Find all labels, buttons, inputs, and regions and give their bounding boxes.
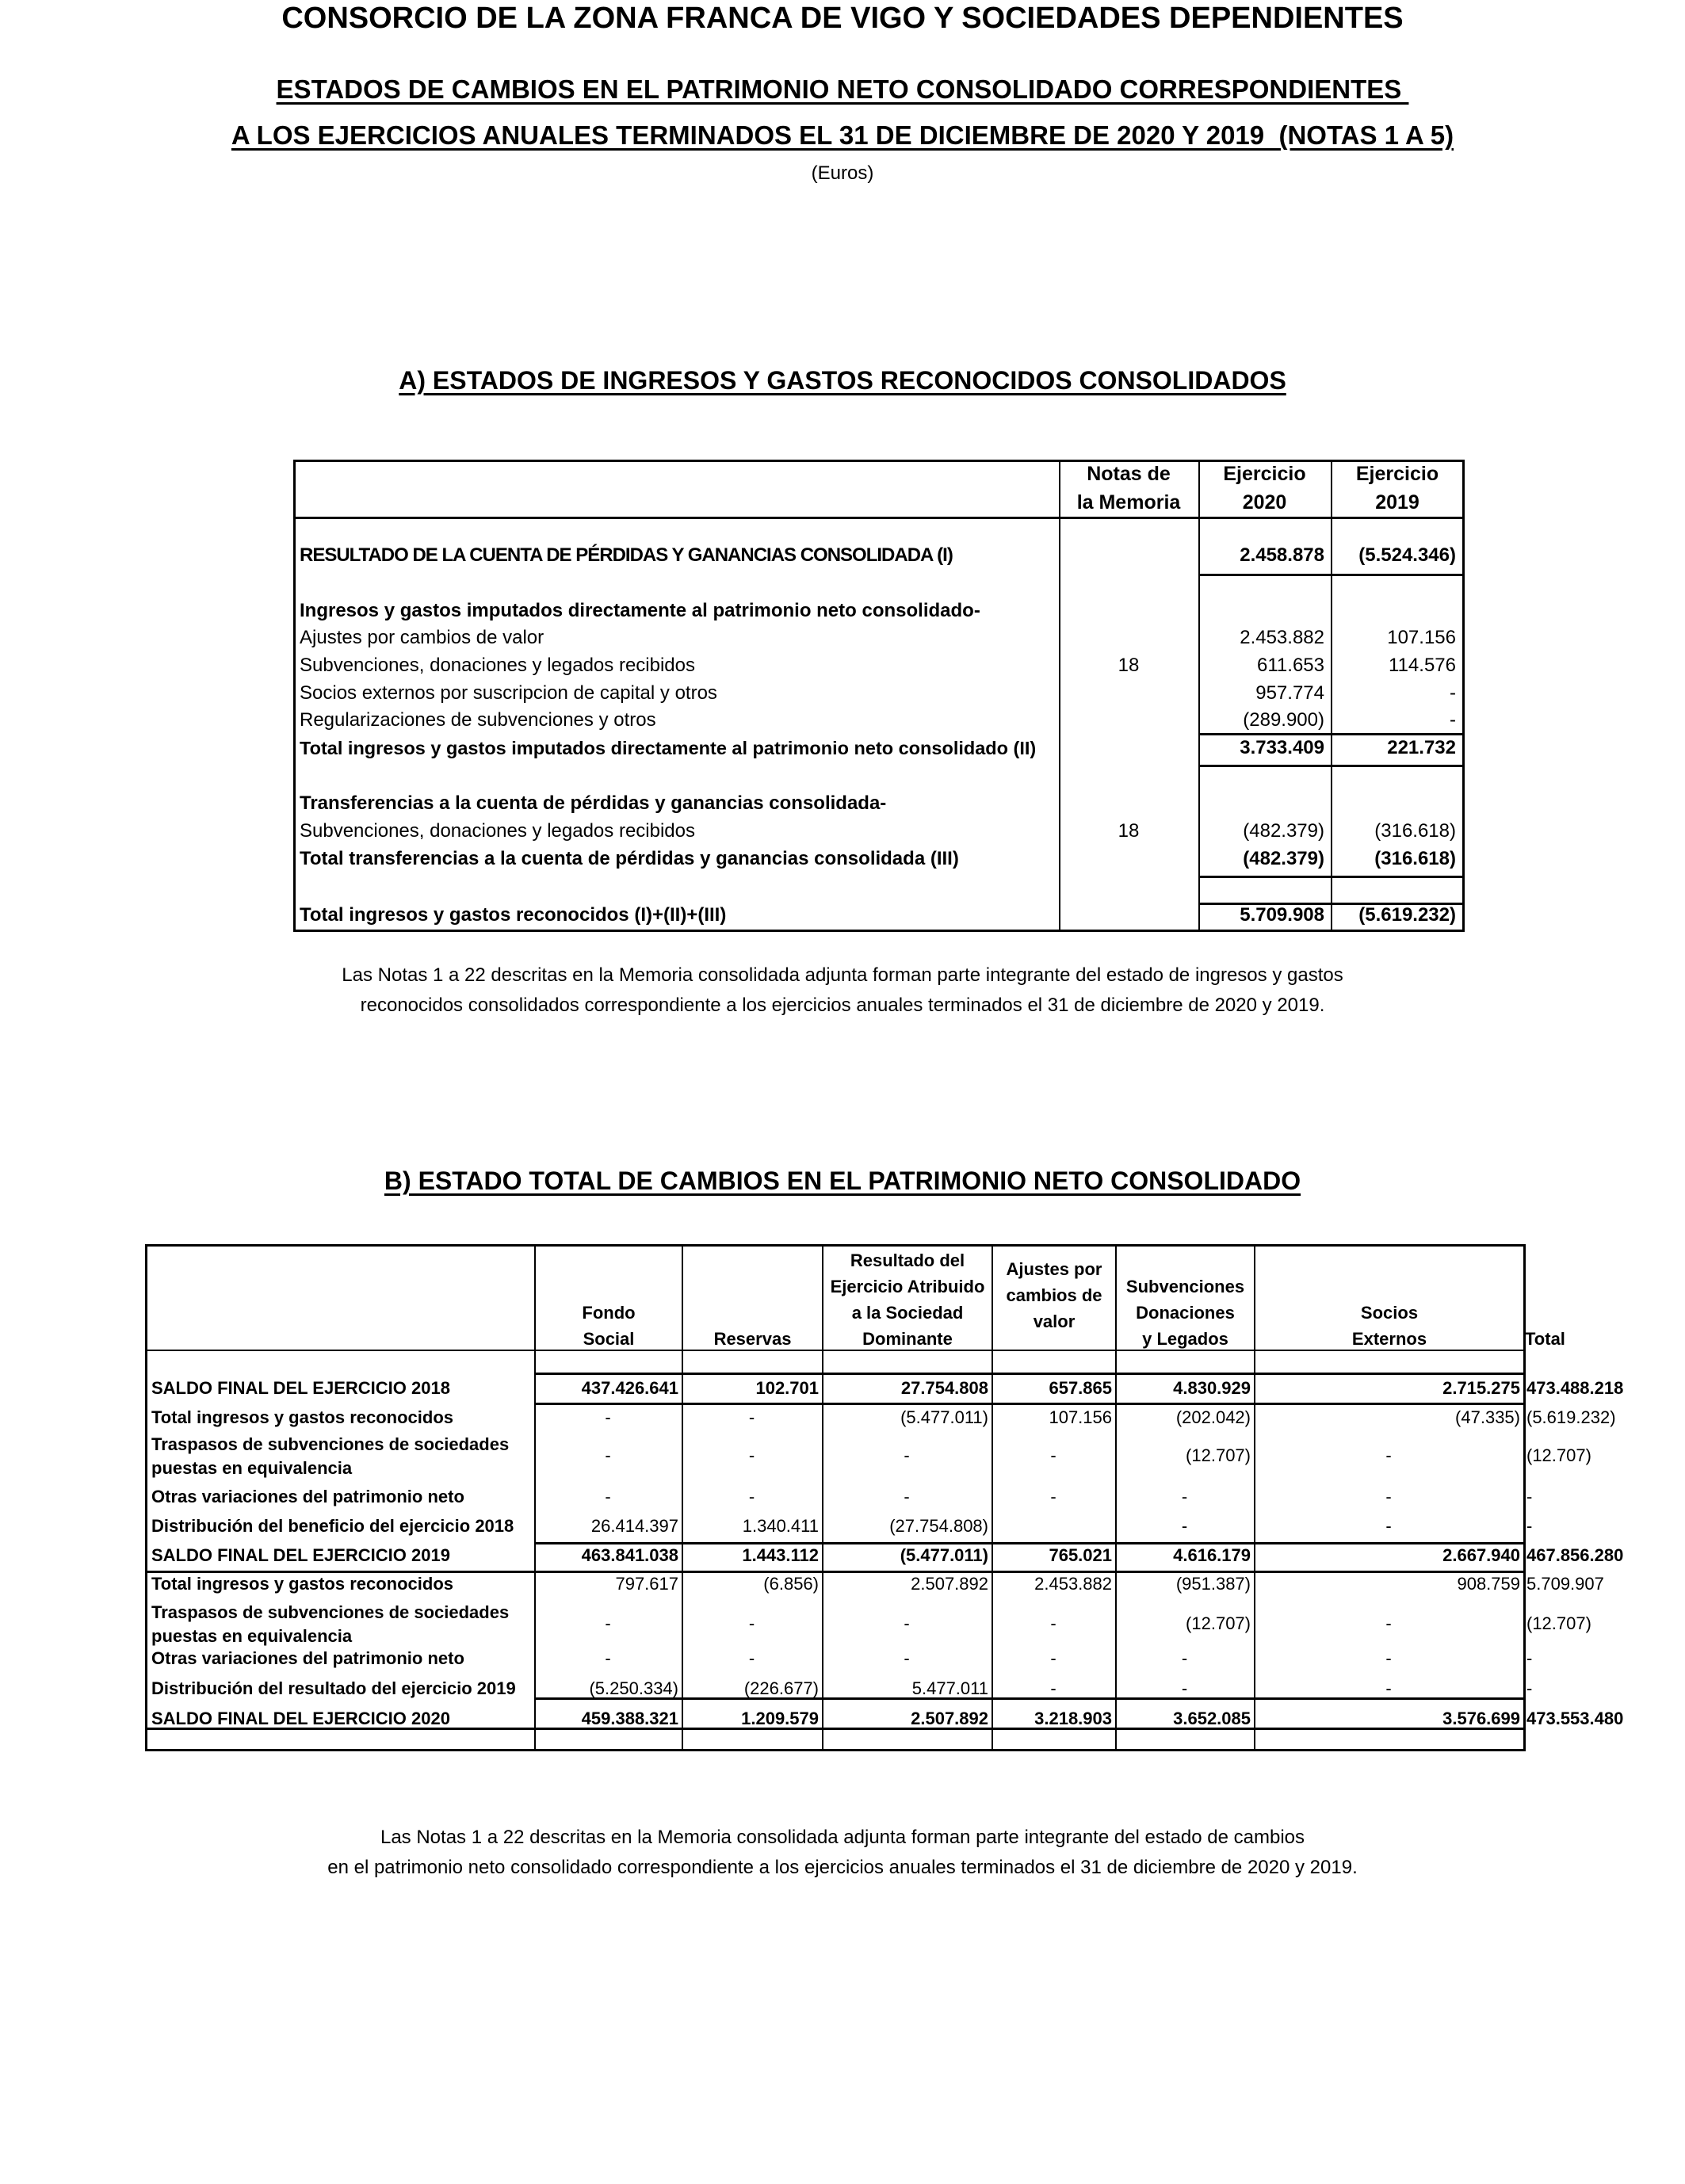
table-cell-total: (5.619.232) [1526,1407,1616,1427]
table-cell-total: - [1526,1487,1533,1506]
table-cell-subvenciones: - [1181,1678,1188,1698]
table-cell-socios-externos: - [1385,1613,1392,1633]
table-cell-fondo-social: 797.617 [615,1574,678,1594]
table-cell-2019: - [1450,682,1456,704]
table-cell-2020: (482.379) [1243,848,1324,869]
table-a-rule [1198,765,1465,767]
section-a-title [0,366,1685,395]
table-cell-reservas: 1.340.411 [742,1516,819,1536]
income-expense-table [293,460,1465,932]
table-row-label: SALDO FINAL DEL EJERCICIO 2018 [151,1378,450,1398]
table-b-rule [534,1403,1523,1405]
table-cell-reservas: - [748,1445,755,1465]
table-cell-reservas: - [748,1613,755,1633]
table-cell-2020: 2.458.878 [1240,544,1324,566]
table-cell-subvenciones: (12.707) [1186,1445,1251,1465]
table-cell-fondo-social: - [605,1613,611,1633]
table-cell-ajustes-valor: 2.453.882 [1034,1574,1112,1594]
table-cell-resultado-atribuido: (27.754.808) [889,1516,988,1536]
table-cell-socios-externos: 908.759 [1457,1574,1520,1594]
table-cell-subvenciones: (12.707) [1186,1613,1251,1633]
table-cell-resultado-atribuido: 5.477.011 [911,1678,988,1698]
table-cell-socios-externos: (47.335) [1455,1407,1520,1427]
table-cell-fondo-social: - [605,1445,611,1465]
column-header-socios-externos [1255,1247,1523,1355]
header-notes-line1: Notas de [1087,463,1171,485]
table-row-label: Total ingresos y gastos imputados directamente al patrimonio neto consolidado (II) [300,738,1037,758]
table-cell-resultado-atribuido: - [904,1445,910,1465]
table-cell-2019: 221.732 [1387,737,1456,758]
table-cell-subvenciones: (202.042) [1175,1407,1251,1427]
table-cell-2020: 611.653 [1257,655,1324,676]
table-b-rule [147,1728,1523,1730]
column-header-text: Ajustes por cambios de valor [1006,1259,1102,1331]
table-cell-socios-externos: 2.715.275 [1442,1378,1520,1398]
column-header-text: Total [1525,1329,1565,1349]
table-cell-socios-externos: - [1385,1678,1392,1698]
column-header-text: Fondo Social [582,1303,636,1349]
table-cell-reservas: (6.856) [763,1574,819,1594]
section-b-footnote-line1: Las Notas 1 a 22 descritas en la Memoria consolidada adjunta forman parte integrante del estado de cambios [380,1827,1305,1848]
table-b-rule [534,1373,1523,1375]
table-cell-reservas: - [748,1407,755,1427]
table-cell-ajustes-valor: 107.156 [1049,1407,1112,1427]
table-a-divider [1059,462,1060,930]
table-cell-total: 5.709.907 [1526,1574,1604,1594]
section-b-title [0,1166,1685,1196]
table-cell-2020: 957.774 [1255,682,1324,704]
table-cell-resultado-atribuido: (5.477.011) [900,1407,988,1427]
header-2019-line1: Ejercicio [1355,463,1439,485]
table-cell-total: (12.707) [1526,1613,1591,1633]
column-header-fondo-social [536,1247,682,1355]
document-subtitle-line1 [0,74,1685,105]
table-cell-subvenciones: - [1181,1487,1188,1506]
table-cell-subvenciones: 3.652.085 [1173,1709,1251,1728]
table-row-label: RESULTADO DE LA CUENTA DE PÉRDIDAS Y GANANCIAS CONSOLIDADA (I) [300,544,953,566]
table-cell-ajustes-valor: - [1050,1648,1056,1668]
section-b-footnote-line2: en el patrimonio neto consolidado correspondiente a los ejercicios anuales terminados el 31 de diciembre de 2020 y 2019. [327,1857,1358,1878]
section-a-footnote-line2: reconocidos consolidados correspondiente a los ejercicios anuales terminados el 31 de diciembre de 2020 y 2019. [360,995,1325,1016]
table-cell-total: - [1526,1678,1533,1698]
table-cell-resultado-atribuido: (5.477.011) [900,1545,988,1565]
header-notes-line2: la Memoria [1076,491,1181,514]
table-cell-subvenciones: - [1181,1648,1188,1668]
table-cell-fondo-social: - [605,1407,611,1427]
table-cell-socios-externos: 3.576.699 [1442,1709,1520,1728]
table-cell-ajustes-valor: - [1050,1487,1056,1506]
table-row-label: Transferencias a la cuenta de pérdidas y ganancias consolidada- [300,792,887,814]
table-cell-ajustes-valor: - [1050,1613,1056,1633]
table-a-rule [1198,574,1465,576]
table-row-label: SALDO FINAL DEL EJERCICIO 2020 [151,1709,450,1728]
table-b-rule [534,1697,1523,1700]
table-cell-resultado-atribuido: - [904,1487,910,1506]
table-cell-fondo-social: (5.250.334) [589,1678,678,1698]
table-cell-resultado-atribuido: - [904,1613,910,1633]
table-row-label: Distribución del beneficio del ejercicio 2018 [151,1516,514,1536]
table-row-label: Traspasos de subvenciones de sociedades puestas en equivalencia [151,1434,510,1478]
table-cell-note: 18 [1118,820,1140,842]
header-2019-line2: 2019 [1375,491,1419,514]
table-cell-resultado-atribuido: - [904,1648,910,1668]
header-2020-line2: 2020 [1242,491,1287,514]
table-cell-total: - [1526,1648,1533,1668]
table-cell-2019: (5.619.232) [1358,904,1456,926]
table-row-label: Total ingresos y gastos reconocidos [151,1574,454,1594]
header-notes [1059,460,1198,517]
table-cell-subvenciones: - [1181,1516,1188,1536]
table-row-label: Subvenciones, donaciones y legados recibidos [300,655,695,676]
table-cell-reservas: 1.209.579 [741,1709,819,1728]
column-header-resultado-atribuido [823,1247,992,1355]
table-cell-reservas: - [748,1648,755,1668]
table-cell-fondo-social: 463.841.038 [581,1545,678,1565]
table-cell-2019: (316.618) [1374,848,1456,869]
table-cell-fondo-social: - [605,1648,611,1668]
column-header-text: Resultado del Ejercicio Atribuido a la Sociedad Dominante [830,1250,985,1349]
table-cell-subvenciones: 4.616.179 [1173,1545,1251,1565]
table-cell-ajustes-valor: - [1050,1445,1056,1465]
table-cell-reservas: 102.701 [755,1378,819,1398]
table-cell-reservas: 1.443.112 [742,1545,819,1565]
table-cell-fondo-social: 437.426.641 [581,1378,678,1398]
table-cell-subvenciones: (951.387) [1175,1574,1251,1594]
table-cell-reservas: - [748,1487,755,1506]
table-cell-total: (12.707) [1526,1445,1591,1465]
table-cell-socios-externos: - [1385,1487,1392,1506]
table-cell-socios-externos: - [1385,1516,1392,1536]
table-cell-total: 473.553.480 [1526,1709,1624,1728]
table-a-header-rule [296,517,1462,519]
column-header-reservas [683,1247,822,1355]
table-cell-socios-externos: 2.667.940 [1442,1545,1520,1565]
table-row-label: Socios externos por suscripcion de capital y otros [300,682,717,704]
table-cell-resultado-atribuido: 2.507.892 [911,1574,988,1594]
section-b-title-text: B) ESTADO TOTAL DE CAMBIOS EN EL PATRIMONIO NETO CONSOLIDADO [384,1166,1301,1195]
column-header-text: Reservas [713,1329,792,1349]
column-header-text: Subvenciones Donaciones y Legados [1125,1277,1245,1349]
table-row-label: Subvenciones, donaciones y legados recibidos [300,820,695,842]
header-year-2019 [1332,460,1462,517]
table-cell-2019: 114.576 [1389,655,1456,676]
table-row-label: Regularizaciones de subvenciones y otros [300,709,656,731]
table-row-label: SALDO FINAL DEL EJERCICIO 2019 [151,1545,450,1565]
subtitle-line2-text: A LOS EJERCICIOS ANUALES TERMINADOS EL 31 DE DICIEMBRE DE 2020 Y 2019 (NOTAS 1 A 5) [231,120,1454,150]
table-a-rule [1198,876,1465,878]
table-cell-total: 473.488.218 [1526,1378,1624,1398]
table-row-label: Ingresos y gastos imputados directamente al patrimonio neto consolidado- [300,600,980,621]
table-row-label: Otras variaciones del patrimonio neto [151,1487,464,1506]
table-cell-2020: 5.709.908 [1240,904,1324,926]
table-cell-2020: 2.453.882 [1240,627,1324,648]
table-row-label: Otras variaciones del patrimonio neto [151,1648,464,1668]
table-row-label: Total ingresos y gastos reconocidos (I)+(II)+(III) [300,904,727,926]
header-2020-line1: Ejercicio [1223,463,1306,485]
table-row-label: Distribución del resultado del ejercicio 2019 [151,1678,516,1698]
table-cell-fondo-social: 26.414.397 [590,1516,678,1536]
column-header-text: Socios Externos [1351,1303,1427,1349]
column-header-ajustes-valor [993,1247,1115,1355]
table-cell-total: 467.856.280 [1526,1545,1624,1565]
column-header-total [1525,1247,1565,1355]
table-cell-total: - [1526,1516,1533,1536]
table-cell-note: 18 [1118,655,1140,676]
table-cell-resultado-atribuido: 2.507.892 [911,1709,988,1728]
table-cell-subvenciones: 4.830.929 [1173,1378,1251,1398]
table-cell-2019: 107.156 [1387,627,1456,648]
section-a-footnote-line1: Las Notas 1 a 22 descritas en la Memoria consolidada adjunta forman parte integrante del estado de ingresos y gastos [342,964,1343,986]
table-row-label: Total transferencias a la cuenta de pérdidas y ganancias consolidada (III) [300,848,959,869]
table-cell-socios-externos: - [1385,1648,1392,1668]
table-cell-2020: (482.379) [1243,820,1324,842]
column-header-subvenciones [1117,1247,1254,1355]
document-title: CONSORCIO DE LA ZONA FRANCA DE VIGO Y SOCIEDADES DEPENDIENTES [281,2,1404,35]
table-row-label: Total ingresos y gastos reconocidos [151,1407,454,1427]
section-a-title-text: A) ESTADOS DE INGRESOS Y GASTOS RECONOCIDOS CONSOLIDADOS [399,366,1286,395]
table-cell-resultado-atribuido: 27.754.808 [900,1378,988,1398]
table-cell-ajustes-valor: 765.021 [1049,1545,1112,1565]
table-cell-fondo-social: - [605,1487,611,1506]
table-row-label: Traspasos de subvenciones de sociedades puestas en equivalencia [151,1602,510,1646]
section-a-footnote [0,960,1685,1021]
table-cell-ajustes-valor: - [1050,1678,1056,1698]
table-cell-2020: (289.900) [1243,709,1324,731]
header-year-2020 [1200,460,1329,517]
table-cell-2019: - [1450,709,1456,731]
document-subtitle-line2 [0,120,1685,151]
table-b-rule [534,1542,1523,1544]
table-cell-ajustes-valor: 3.218.903 [1034,1709,1112,1728]
units-label: (Euros) [811,162,874,184]
subtitle-line1-text: ESTADOS DE CAMBIOS EN EL PATRIMONIO NETO CONSOLIDADO CORRESPONDIENTES [276,74,1409,104]
table-cell-2020: 3.733.409 [1240,737,1324,758]
table-cell-ajustes-valor: 657.865 [1049,1378,1112,1398]
table-cell-2019: (5.524.346) [1358,544,1456,566]
table-cell-fondo-social: 459.388.321 [581,1709,678,1728]
table-cell-socios-externos: - [1385,1445,1392,1465]
section-b-footnote [0,1823,1685,1883]
equity-changes-table [145,1244,1624,1751]
table-cell-2019: (316.618) [1374,820,1456,842]
table-row-label: Ajustes por cambios de valor [300,627,544,648]
table-cell-reservas: (226.677) [743,1678,819,1698]
table-b-rule [147,1571,1523,1573]
